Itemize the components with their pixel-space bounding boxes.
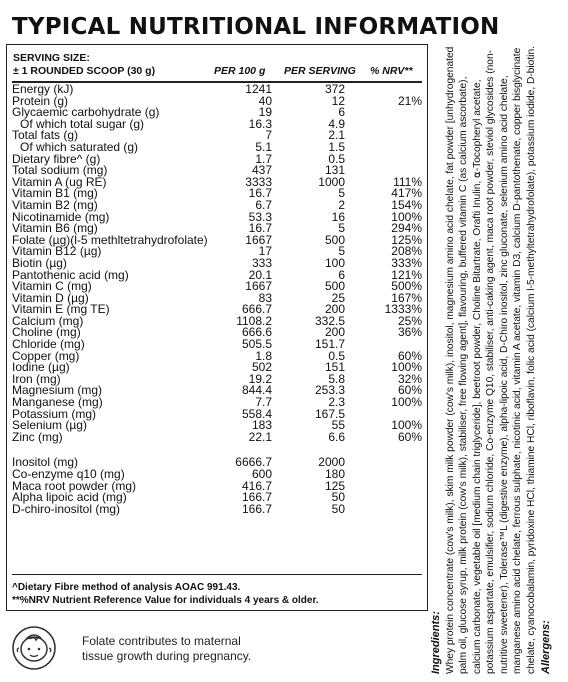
nutrient-label: Nicotinamide (mg) bbox=[12, 209, 110, 224]
nutrient-label: Vitamin B6 (mg) bbox=[12, 221, 98, 236]
value-per-serving: 5 bbox=[338, 221, 345, 236]
value-per-serving: 6 bbox=[338, 105, 345, 120]
value-per-serving: 372 bbox=[324, 82, 345, 96]
value-per100: 16.7 bbox=[248, 221, 272, 236]
header-divider bbox=[12, 81, 422, 83]
ingredients-panel bbox=[430, 0, 568, 682]
value-per-serving: 131 bbox=[324, 163, 345, 178]
value-per-serving: 5 bbox=[338, 186, 345, 201]
ingredients-block bbox=[430, 42, 554, 682]
nutrient-label: Zinc (mg) bbox=[12, 429, 63, 444]
nutrient-label: Biotin (µg) bbox=[12, 255, 67, 270]
value-per-serving: 50 bbox=[331, 490, 345, 505]
table-row bbox=[12, 246, 424, 258]
folate-claim bbox=[82, 634, 251, 664]
nutrient-label: Inositol (mg) bbox=[12, 455, 79, 470]
value-per100: 1667 bbox=[245, 232, 272, 247]
value-per100: 666.6 bbox=[241, 325, 272, 340]
nutrient-label: Co-enzyme q10 (mg) bbox=[12, 467, 125, 481]
nutrient-table bbox=[12, 84, 424, 515]
nutrient-label: Vitamin B2 (mg) bbox=[12, 197, 98, 212]
value-per-serving: 151.7 bbox=[314, 337, 345, 352]
nutrient-label: Chloride (mg) bbox=[12, 337, 85, 352]
value-per100: 53.3 bbox=[248, 209, 272, 224]
serving-size bbox=[13, 52, 155, 78]
nutrient-label: Energy (kJ) bbox=[12, 82, 74, 96]
value-per100: 19 bbox=[258, 105, 272, 120]
nutrient-label: Vitamin C (mg) bbox=[12, 279, 92, 294]
table-row bbox=[12, 362, 424, 374]
value-per-serving: 6.6 bbox=[328, 429, 345, 444]
value-per-serving: 500 bbox=[324, 232, 345, 247]
value-per-serving: 2000 bbox=[318, 455, 345, 470]
value-per100: 333 bbox=[251, 255, 272, 270]
nutrient-label: Total fats (g) bbox=[12, 128, 79, 143]
nutrient-label: Of which total sugar (g) bbox=[20, 116, 145, 131]
value-per-serving: 6 bbox=[338, 267, 345, 282]
value-per-serving: 55 bbox=[331, 418, 345, 433]
nutrient-label: Manganese (mg) bbox=[12, 395, 103, 410]
nutrient-label: Vitamin B1 (mg) bbox=[12, 186, 98, 201]
value-nrv: 500% bbox=[391, 279, 422, 294]
value-per-serving: 100 bbox=[324, 255, 345, 270]
column-header-per100: PER 100 g bbox=[214, 65, 266, 77]
value-per-serving: 167.5 bbox=[314, 406, 345, 421]
value-per100: 844.4 bbox=[241, 383, 272, 398]
value-nrv: 125% bbox=[391, 232, 422, 247]
value-per100: 7.7 bbox=[255, 395, 272, 410]
value-per-serving: 200 bbox=[324, 302, 345, 317]
folate-claim-line1: Folate contributes to maternal bbox=[82, 634, 241, 648]
value-nrv: 100% bbox=[391, 395, 422, 410]
value-per-serving: 12 bbox=[331, 93, 345, 108]
value-per100: 1667 bbox=[245, 279, 272, 294]
nutrient-label: Glycaemic carbohydrate (g) bbox=[12, 105, 160, 120]
value-per-serving: 125 bbox=[324, 478, 345, 493]
baby-icon bbox=[10, 624, 58, 672]
nutrient-label: Vitamin E (mg TE) bbox=[12, 302, 110, 317]
page-title: TYPICAL NUTRITIONAL INFORMATION bbox=[12, 14, 500, 40]
nutrient-label: Dietary fibre^ (g) bbox=[12, 151, 101, 166]
column-header-nrv: % NRV** bbox=[370, 65, 413, 77]
value-per100: 666.7 bbox=[241, 302, 272, 317]
value-nrv: 36% bbox=[397, 325, 422, 340]
value-nrv: 32% bbox=[397, 371, 422, 386]
value-per100: 22.1 bbox=[248, 429, 272, 444]
value-per100: 166.7 bbox=[241, 501, 272, 516]
ingredients-heading: Ingredients: bbox=[430, 611, 442, 674]
footnote-nrv: **%NRV Nutrient Reference Value for individuals 4 years & older. bbox=[12, 595, 319, 606]
nutrient-label: Pantothenic acid (mg) bbox=[12, 267, 129, 282]
value-per100: 40 bbox=[258, 93, 272, 108]
serving-size-value: ± 1 ROUNDED SCOOP (30 g) bbox=[13, 65, 156, 77]
value-per100: 17 bbox=[258, 244, 272, 259]
value-per-serving: 4.9 bbox=[328, 116, 345, 131]
footer-divider bbox=[12, 574, 422, 575]
table-row bbox=[12, 429, 424, 444]
value-per-serving: 253.3 bbox=[314, 383, 345, 398]
value-per-serving: 50 bbox=[331, 501, 345, 516]
value-nrv: 100% bbox=[391, 360, 422, 375]
value-per100: 6666.7 bbox=[235, 455, 272, 470]
value-per100: 600 bbox=[251, 467, 272, 481]
value-per100: 1.7 bbox=[255, 151, 272, 166]
value-per100: 83 bbox=[258, 290, 272, 305]
value-nrv: 154% bbox=[391, 197, 422, 212]
value-nrv: 333% bbox=[391, 255, 422, 270]
value-nrv: 294% bbox=[391, 221, 422, 236]
value-nrv: 100% bbox=[391, 209, 422, 224]
table-row bbox=[12, 420, 424, 432]
value-per100: 416.7 bbox=[241, 478, 272, 493]
nutrient-label: Maca root powder (mg) bbox=[12, 478, 137, 493]
nutrient-label: Total sodium (mg) bbox=[12, 163, 108, 178]
value-per100: 3333 bbox=[245, 174, 272, 189]
value-per-serving: 1000 bbox=[318, 174, 345, 189]
value-nrv: 1333% bbox=[384, 302, 422, 317]
value-per100: 505.5 bbox=[241, 337, 272, 352]
value-nrv: 100% bbox=[391, 418, 422, 433]
value-per-serving: 200 bbox=[324, 325, 345, 340]
value-per-serving: 5 bbox=[338, 244, 345, 259]
value-per100: 437 bbox=[251, 163, 272, 178]
table-row bbox=[12, 501, 424, 516]
footnote-fibre: ^Dietary Fibre method of analysis AOAC 991.43. bbox=[12, 582, 241, 593]
value-per-serving: 500 bbox=[324, 279, 345, 294]
value-per100: 558.4 bbox=[241, 406, 272, 421]
nutrient-label: Selenium (µg) bbox=[12, 418, 87, 433]
value-per100: 183 bbox=[251, 418, 272, 433]
value-per100: 16.3 bbox=[248, 116, 272, 131]
value-per100: 1241 bbox=[245, 82, 272, 96]
value-per-serving: 2 bbox=[338, 197, 345, 212]
nutrient-label: Iron (mg) bbox=[12, 371, 61, 386]
value-per-serving: 2.3 bbox=[328, 395, 345, 410]
nutrient-label: Iodine (µg) bbox=[12, 360, 70, 375]
value-per-serving: 0.5 bbox=[328, 348, 345, 363]
serving-size-label: SERVING SIZE: bbox=[13, 52, 90, 64]
nutrient-label: Folate (µg)(l-5 methltetrahydrofolate) bbox=[12, 232, 208, 247]
value-per100: 7 bbox=[265, 128, 272, 143]
nutrient-label: Copper (mg) bbox=[12, 348, 80, 363]
value-per-serving: 25 bbox=[331, 290, 345, 305]
value-nrv: 21% bbox=[397, 93, 422, 108]
value-per-serving: 16 bbox=[331, 209, 345, 224]
value-per100: 5.1 bbox=[255, 139, 272, 154]
value-nrv: 60% bbox=[397, 429, 422, 444]
nutrient-label: Vitamin B12 (µg) bbox=[12, 244, 102, 259]
value-nrv: 111% bbox=[393, 174, 422, 189]
folate-claim-line2: tissue growth during pregnancy. bbox=[82, 649, 252, 663]
nutrient-label: Of which saturated (g) bbox=[20, 139, 139, 154]
nutrient-label: Choline (mg) bbox=[12, 325, 81, 340]
value-per-serving: 2.1 bbox=[328, 128, 345, 143]
nutrient-label: Calcium (mg) bbox=[12, 313, 84, 328]
value-per-serving: 151 bbox=[324, 360, 345, 375]
value-nrv: 417% bbox=[391, 186, 422, 201]
allergens-heading: Allergens: bbox=[540, 620, 552, 674]
value-per100: 19.2 bbox=[248, 371, 272, 386]
value-per100: 1.8 bbox=[255, 348, 272, 363]
value-nrv: 60% bbox=[397, 348, 422, 363]
table-row bbox=[12, 84, 424, 96]
value-per100: 502 bbox=[251, 360, 272, 375]
value-per100: 6.7 bbox=[255, 197, 272, 212]
nutrient-label: Potassium (mg) bbox=[12, 406, 97, 421]
value-nrv: 25% bbox=[397, 313, 422, 328]
value-per100: 1108.2 bbox=[236, 313, 272, 328]
value-nrv: 167% bbox=[391, 290, 422, 305]
value-nrv: 60% bbox=[397, 383, 422, 398]
value-per-serving: 332.5 bbox=[314, 313, 345, 328]
value-per100: 20.1 bbox=[248, 267, 272, 282]
value-per-serving: 0.5 bbox=[328, 151, 345, 166]
nutrient-label: Magnesium (mg) bbox=[12, 383, 103, 398]
nutrient-label: Alpha lipoic acid (mg) bbox=[12, 490, 127, 505]
column-header-per-serving: PER SERVING bbox=[284, 65, 356, 77]
value-per-serving: 5.8 bbox=[328, 371, 345, 386]
ingredients-text: Whey protein concentrate (cow's milk), skim milk powder (cow's milk), inositol, magnesium amino acid chelate, fat powder [unhydrogenated palm oil, glucose syrup, milk protein (cow's milk), stabiliser, free flowing agent], flavouring, buffered vitamin C (as calcium ascorbate), calcium carbonate, vegetable oil [medium chain triglyceride], beetroot powder, Choline Bitartrate, Orafti Inulin, ⍺-Tocopheryl acetate, potassium aspartate, emulsifier, sodium chloride, Co-enzyme Q10, stabiliser, anti-caking agent, maca root powder, steviol glycosides (non-nutritive sweetener), Tolerase™L (digestive enzyme), alpha-lipoic acid, D-Chiro inositol, zinc gluconate, selenium amino acid chelate, manganese amino acid chelate, ferrous sulphate, nicotinic acid, vitamin A acetate, vitamin D3, calcium D-pantothenate, copper bisglycinate chelate, cyanocobalamin, pyridoxine HCl, thiamine HCl, riboflavin, folic acid (calcium l-5-methyltetrahydrofolate), potassium iodide, D-biotin. bbox=[444, 46, 537, 674]
nutrient-label: D-chiro-inositol (mg) bbox=[12, 501, 121, 516]
nutrient-label: Protein (g) bbox=[12, 93, 69, 108]
table-row bbox=[12, 348, 424, 363]
nutrient-label: Vitamin D (µg) bbox=[12, 290, 89, 305]
value-per100: 166.7 bbox=[241, 490, 272, 505]
value-per-serving: 1.5 bbox=[328, 139, 345, 154]
value-nrv: 121% bbox=[391, 267, 422, 282]
value-per100: 16.7 bbox=[248, 186, 272, 201]
value-nrv: 208% bbox=[391, 244, 422, 259]
value-per-serving: 180 bbox=[324, 467, 345, 481]
nutrient-label: Vitamin A (ug RE) bbox=[12, 174, 107, 189]
